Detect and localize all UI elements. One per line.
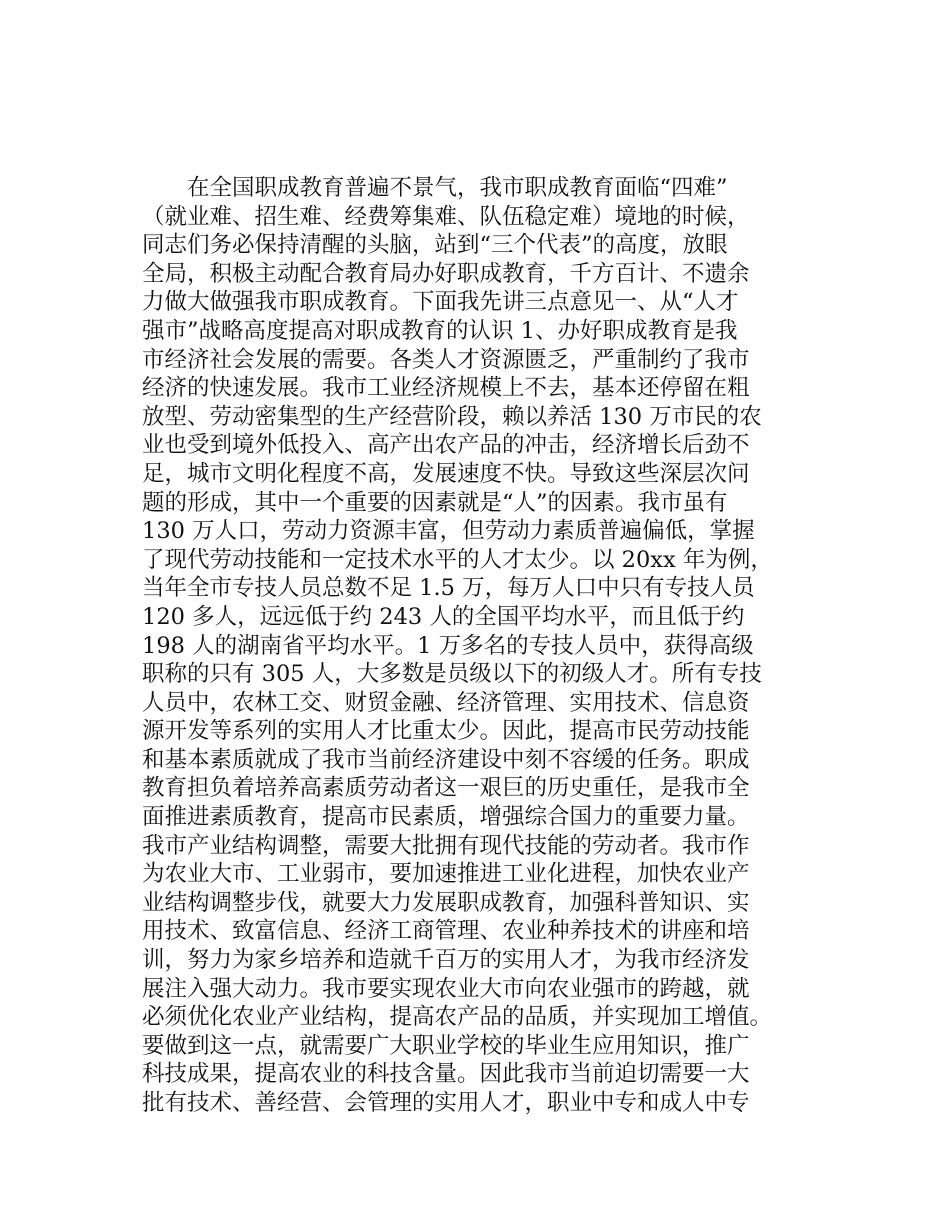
text-line: 力做大做强我市职成教育。下面我先讲三点意见一、从“人才 <box>142 289 739 316</box>
text-line: 198 人的湖南省平均水平。1 万多名的专技人员中，获得高级 <box>142 632 754 659</box>
text-line: 当年全市专技人员总数不足 1.5 万，每万人口中只有专技人员 <box>142 575 755 602</box>
text-line: 130 万人口，劳动力资源丰富，但劳动力素质普遍偏低，掌握 <box>142 518 755 545</box>
text-line: 题的形成，其中一个重要的因素就是“人”的因素。我市虽有 <box>142 489 728 516</box>
text-line: 训，努力为家乡培养和造就千百万的实用人才，为我市经济发 <box>142 947 750 974</box>
text-line: 和基本素质就成了我市当前经济建设中刻不容缓的任务。职成 <box>142 746 750 773</box>
text-line: 源开发等系列的实用人才比重太少。因此，提高市民劳动技能 <box>142 718 750 745</box>
text-line: 必须优化农业产业结构，提高农产品的品质，并实现加工增值。 <box>142 1004 773 1031</box>
text-line: （就业难、招生难、经费筹集难、队伍稳定难）境地的时候， <box>142 203 750 230</box>
text-line: 了现代劳动技能和一定技术水平的人才太少。以 20xx 年为例， <box>142 546 773 573</box>
text-line: 人员中，农林工交、财贸金融、经济管理、实用技术、信息资 <box>142 689 750 716</box>
text-line: 我市产业结构调整，需要大批拥有现代技能的劳动者。我市作 <box>142 832 750 859</box>
text-line: 用技术、致富信息、经济工商管理、农业种养技术的讲座和培 <box>142 918 750 945</box>
text-line: 放型、劳动密集型的生产经营阶段，赖以养活 130 万市民的农 <box>142 403 762 430</box>
text-line: 同志们务必保持清醒的头脑，站到“三个代表”的高度，放眼 <box>142 232 728 259</box>
text-line: 业结构调整步伐，就要大力发展职成教育，加强科普知识、实 <box>142 889 750 916</box>
text-line: 教育担负着培养高素质劳动者这一艰巨的历史重任，是我市全 <box>142 775 750 802</box>
text-line: 为农业大市、工业弱市，要加速推进工业化进程，加快农业产 <box>142 861 750 888</box>
text-line: 面推进素质教育，提高市民素质，增强综合国力的重要力量。 <box>142 804 750 831</box>
text-line: 足，城市文明化程度不高，发展速度不快。导致这些深层次问 <box>142 460 750 487</box>
text-line: 业也受到境外低投入、高产出农产品的冲击，经济增长后劲不 <box>142 432 750 459</box>
text-line: 全局，积极主动配合教育局办好职成教育，千方百计、不遗余 <box>142 260 750 287</box>
text-line: 在全国职成教育普遍不景气，我市职成教育面临“四难” <box>187 175 728 201</box>
text-line: 经济的快速发展。我市工业经济规模上不去，基本还停留在粗 <box>142 375 750 402</box>
text-line: 120 多人，远远低于约 243 人的全国平均水平，而且低于约 <box>142 603 745 630</box>
text-line: 市经济社会发展的需要。各类人才资源匮乏，严重制约了我市 <box>142 346 750 373</box>
text-line: 批有技术、善经营、会管理的实用人才，职业中专和成人中专 <box>142 1090 750 1116</box>
text-line: 要做到这一点，就需要广大职业学校的毕业生应用知识，推广 <box>142 1032 750 1059</box>
text-line: 展注入强大动力。我市要实现农业大市向农业强市的跨越，就 <box>142 975 750 1002</box>
text-line: 职称的只有 305 人，大多数是员级以下的初级人才。所有专技 <box>142 661 762 688</box>
body-text <box>142 174 862 1118</box>
text-line: 科技成果，提高农业的科技含量。因此我市当前迫切需要一大 <box>142 1061 750 1088</box>
text-line: 强市”战略高度提高对职成教育的认识 1、办好职成教育是我 <box>142 317 738 344</box>
